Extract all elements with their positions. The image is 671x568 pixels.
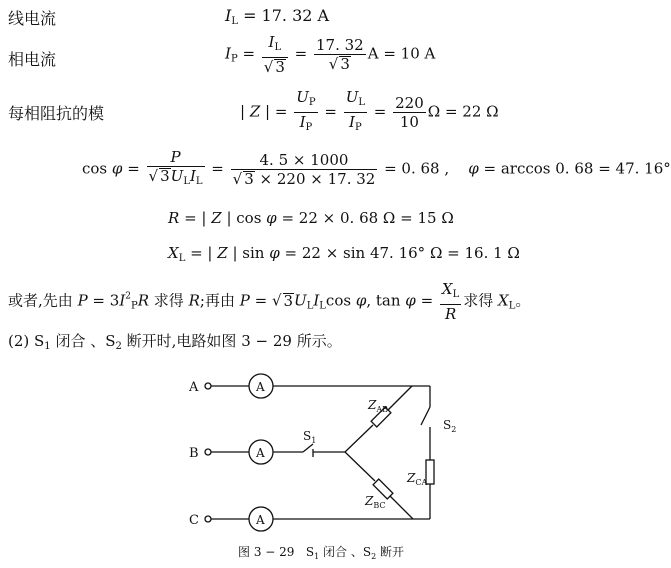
zca-label: $Z_{CA}$: [407, 471, 428, 487]
node-label-a: A: [189, 380, 199, 395]
terminal-a: [205, 383, 211, 389]
zab-label: $Z_{AB}$: [368, 398, 388, 414]
terminal-b: [205, 449, 211, 455]
terminal-c: [205, 516, 211, 522]
switch-s1-label: $S_1$: [303, 429, 317, 445]
switch-s2: [421, 407, 430, 425]
ammeter-label-c: A: [256, 513, 265, 527]
eq-line-current: $I_L = 17$. 32 A: [225, 6, 330, 27]
node-label-b: B: [189, 446, 199, 461]
eq-resistance: R = | Z | cos φ = 22 × 0. 68 Ω = 15 Ω: [168, 209, 454, 227]
eq-phase-current: $I_P$ = $\frac{I_L}{√ 3}$ = $\frac{17. 32}{√ 3}$ A = 10 A: [225, 33, 436, 76]
ammeter-label-b: A: [256, 446, 265, 460]
text-alternative: 或者,先由 $P = 3I^2_PR$ 求得 R;再由 P = √ $3U_LI_L\cos$ φ, tan φ = $\frac{X_L}{R}$ 求得 $X_L$。: [8, 280, 531, 323]
label-impedance-mod: 每相阻抗的模: [8, 104, 105, 123]
switch-s1: [303, 444, 313, 452]
circuit-diagram: [185, 365, 455, 535]
zbc-label: $Z_{BC}$: [365, 494, 386, 510]
figure-caption: 图 3 − 29 $S_1$ 闭合 、$S_2$ 断开: [238, 545, 404, 561]
label-line-current: 线电流: [8, 9, 57, 28]
impedance-zbc: [373, 479, 393, 499]
node-label-c: C: [189, 513, 199, 528]
switch-s2-label: $S_2$: [443, 418, 457, 434]
eq-reactance: $X_L$ = | Z | sin φ = 22 × sin 47. 16° Ω = 16. 1 Ω: [168, 244, 520, 264]
eq-cos-phi: cos φ = $\frac{P}{√ 3U_LI_L}$ = $\frac{4. 5 \times 1000}{√ 3 \times 220 \times 17. 32}$ = 0. 68 , φ = arccos 0. 68 = 47. 16°: [82, 148, 671, 188]
label-phase-current: 相电流: [8, 50, 57, 69]
eq-impedance: | Z | = $\frac{U_P}{I_P}$ = $\frac{U_L}{I_P}$ = $\frac{220}{10}$ Ω = 22 Ω: [240, 88, 499, 133]
text-section-2: (2) $S_1$ 闭合 、$S_2$ 断开时,电路如图 3 − 29 所示。: [8, 332, 342, 352]
ammeter-label-a: A: [256, 380, 265, 394]
